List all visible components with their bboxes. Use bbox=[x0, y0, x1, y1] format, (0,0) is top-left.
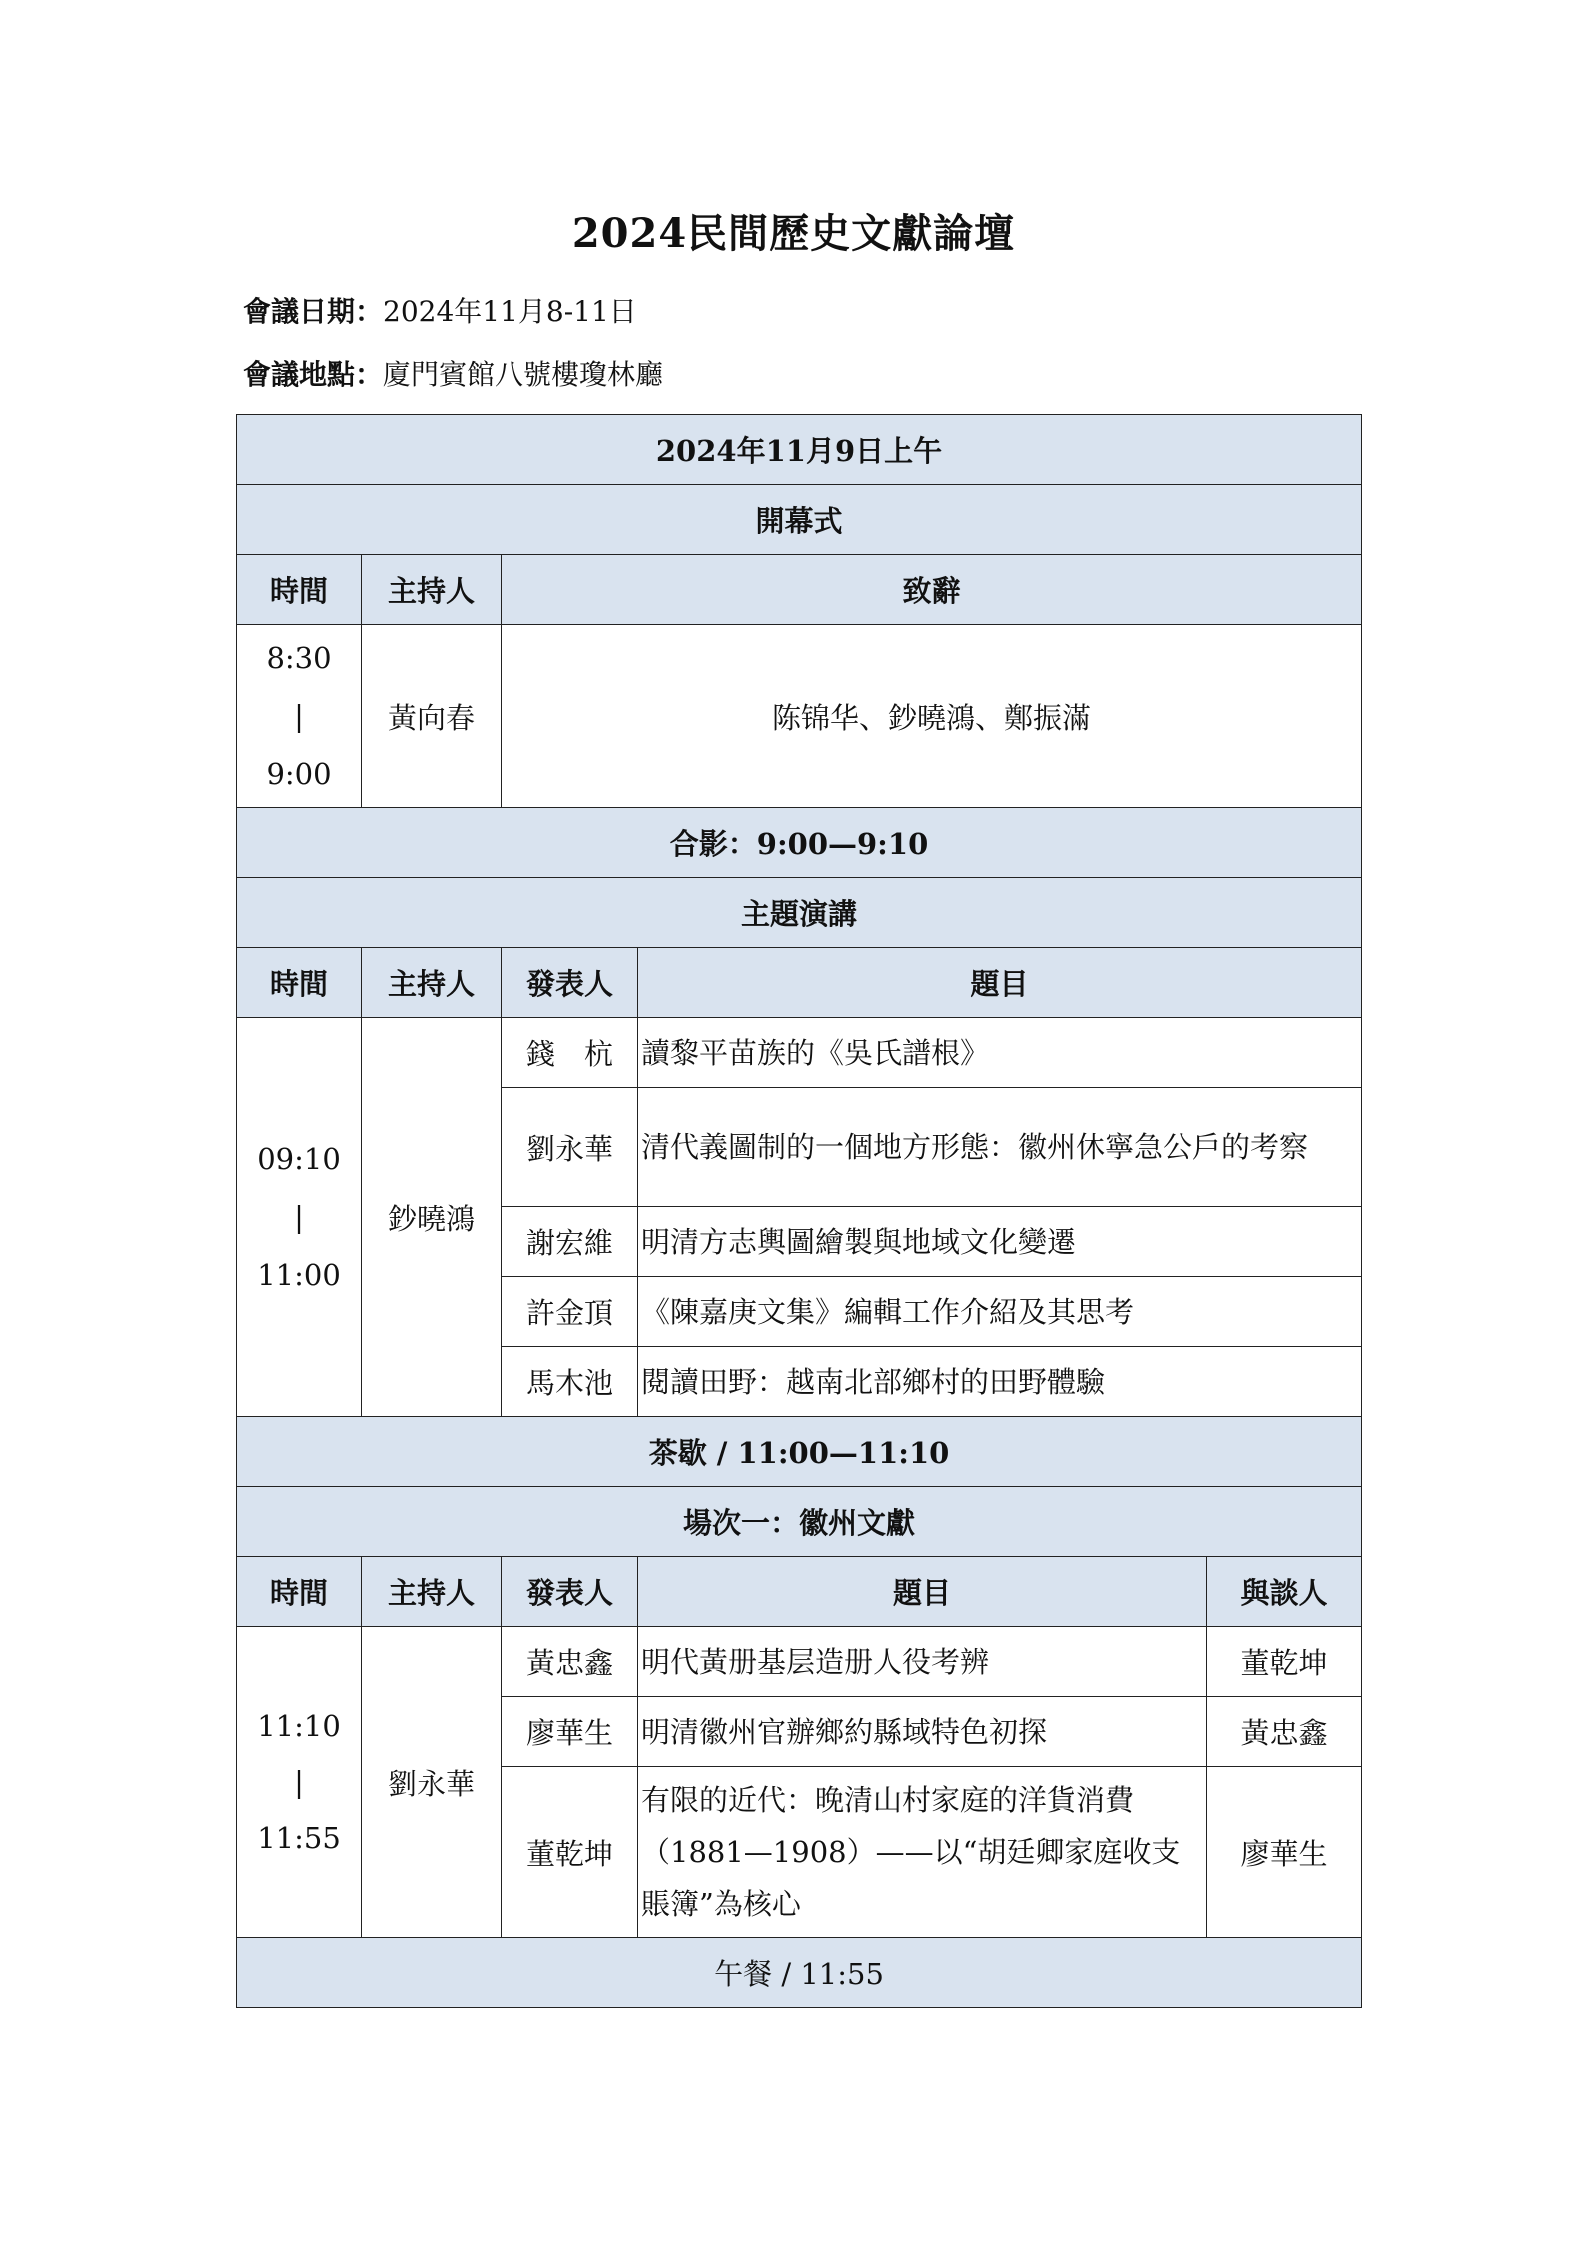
keynote-topic: 讀黎平苗族的《吳氏譜根》 bbox=[638, 1018, 1362, 1088]
opening-title-row bbox=[237, 485, 1362, 555]
lunch-time: 午餐 / 11:55 bbox=[237, 1938, 1362, 2008]
session1-title: 場次一：徽州文獻 bbox=[237, 1487, 1362, 1557]
day-header: 2024年11月9日上午 bbox=[237, 415, 1362, 485]
session1-discussant: 董乾坤 bbox=[1207, 1627, 1362, 1697]
opening-time-end: 9:00 bbox=[266, 757, 332, 791]
keynote-time-sep: | bbox=[294, 1200, 304, 1234]
session1-header-time: 時間 bbox=[237, 1557, 362, 1627]
session1-topic: 明代黃册基层造册人役考辨 bbox=[638, 1627, 1207, 1697]
session1-discussant: 廖華生 bbox=[1207, 1767, 1362, 1938]
session1-time-start: 11:10 bbox=[257, 1709, 341, 1743]
meeting-venue bbox=[243, 353, 663, 393]
page-title: 2024民間歷史文獻論壇 bbox=[571, 210, 1016, 257]
keynote-host: 鈔曉鴻 bbox=[362, 1018, 502, 1417]
break-time: 茶歇 / 11:00—11:10 bbox=[237, 1417, 1362, 1487]
keynote-header-row bbox=[237, 948, 1362, 1018]
day-header-row bbox=[237, 415, 1362, 485]
keynote-topic: 閱讀田野：越南北部鄉村的田野體驗 bbox=[638, 1347, 1362, 1417]
keynote-time bbox=[237, 1018, 362, 1417]
session1-discussant: 黃忠鑫 bbox=[1207, 1697, 1362, 1767]
opening-row bbox=[237, 625, 1362, 808]
photo-row bbox=[237, 808, 1362, 878]
session1-header-presenter: 發表人 bbox=[502, 1557, 638, 1627]
session1-header-discussant: 與談人 bbox=[1207, 1557, 1362, 1627]
opening-title: 開幕式 bbox=[237, 485, 1362, 555]
keynote-header-host: 主持人 bbox=[362, 948, 502, 1018]
keynote-time-end: 11:00 bbox=[257, 1258, 341, 1292]
session1-presenter: 董乾坤 bbox=[502, 1767, 638, 1938]
date-label: 會議日期： bbox=[243, 295, 384, 328]
keynote-topic: 清代義圖制的一個地方形態：徽州休寧急公戶的考察 bbox=[638, 1088, 1362, 1207]
lunch-row bbox=[237, 1938, 1362, 2008]
keynote-presenter: 許金頂 bbox=[502, 1277, 638, 1347]
session1-presenter: 廖華生 bbox=[502, 1697, 638, 1767]
opening-header-time: 時間 bbox=[237, 555, 362, 625]
opening-time-sep: | bbox=[294, 699, 304, 733]
meeting-date bbox=[243, 290, 637, 330]
keynote-presenter: 謝宏維 bbox=[502, 1207, 638, 1277]
opening-host: 黃向春 bbox=[362, 625, 502, 808]
opening-header-row bbox=[237, 555, 1362, 625]
session1-header-topic: 題目 bbox=[638, 1557, 1207, 1627]
keynote-header-time: 時間 bbox=[237, 948, 362, 1018]
opening-time bbox=[237, 625, 362, 808]
keynote-time-start: 09:10 bbox=[257, 1142, 341, 1176]
schedule-table bbox=[236, 414, 1362, 2008]
session1-row bbox=[237, 1627, 1362, 1697]
keynote-title: 主題演講 bbox=[237, 878, 1362, 948]
opening-header-speech: 致辭 bbox=[502, 555, 1362, 625]
session1-topic: 明清徽州官辦鄉約縣域特色初探 bbox=[638, 1697, 1207, 1767]
opening-speakers: 陈锦华、鈔曉鴻、鄭振滿 bbox=[502, 625, 1362, 808]
keynote-row bbox=[237, 1018, 1362, 1088]
keynote-header-topic: 題目 bbox=[638, 948, 1362, 1018]
keynote-presenter: 劉永華 bbox=[502, 1088, 638, 1207]
break-row bbox=[237, 1417, 1362, 1487]
keynote-presenter: 錢 杭 bbox=[502, 1018, 638, 1088]
session1-time-sep: | bbox=[294, 1765, 304, 1799]
session1-time bbox=[237, 1627, 362, 1938]
session1-host: 劉永華 bbox=[362, 1627, 502, 1938]
session1-presenter: 黃忠鑫 bbox=[502, 1627, 638, 1697]
session1-header-row bbox=[237, 1557, 1362, 1627]
session1-topic: 有限的近代：晚清山村家庭的洋貨消費（1881—1908）——以“胡廷卿家庭收支賬簿”為核心 bbox=[638, 1767, 1207, 1938]
date-value: 2024年11月8-11日 bbox=[383, 295, 637, 328]
session1-header-host: 主持人 bbox=[362, 1557, 502, 1627]
keynote-topic: 《陳嘉庚文集》編輯工作介紹及其思考 bbox=[638, 1277, 1362, 1347]
opening-time-start: 8:30 bbox=[266, 641, 332, 675]
keynote-presenter: 馬木池 bbox=[502, 1347, 638, 1417]
opening-header-host: 主持人 bbox=[362, 555, 502, 625]
venue-label: 會議地點： bbox=[243, 358, 384, 391]
session1-title-row bbox=[237, 1487, 1362, 1557]
keynote-header-presenter: 發表人 bbox=[502, 948, 638, 1018]
keynote-topic: 明清方志輿圖繪製與地域文化變遷 bbox=[638, 1207, 1362, 1277]
photo-time: 合影：9:00—9:10 bbox=[237, 808, 1362, 878]
venue-value: 廈門賓館八號樓瓊林廳 bbox=[383, 358, 664, 391]
keynote-title-row bbox=[237, 878, 1362, 948]
session1-time-end: 11:55 bbox=[257, 1821, 341, 1855]
